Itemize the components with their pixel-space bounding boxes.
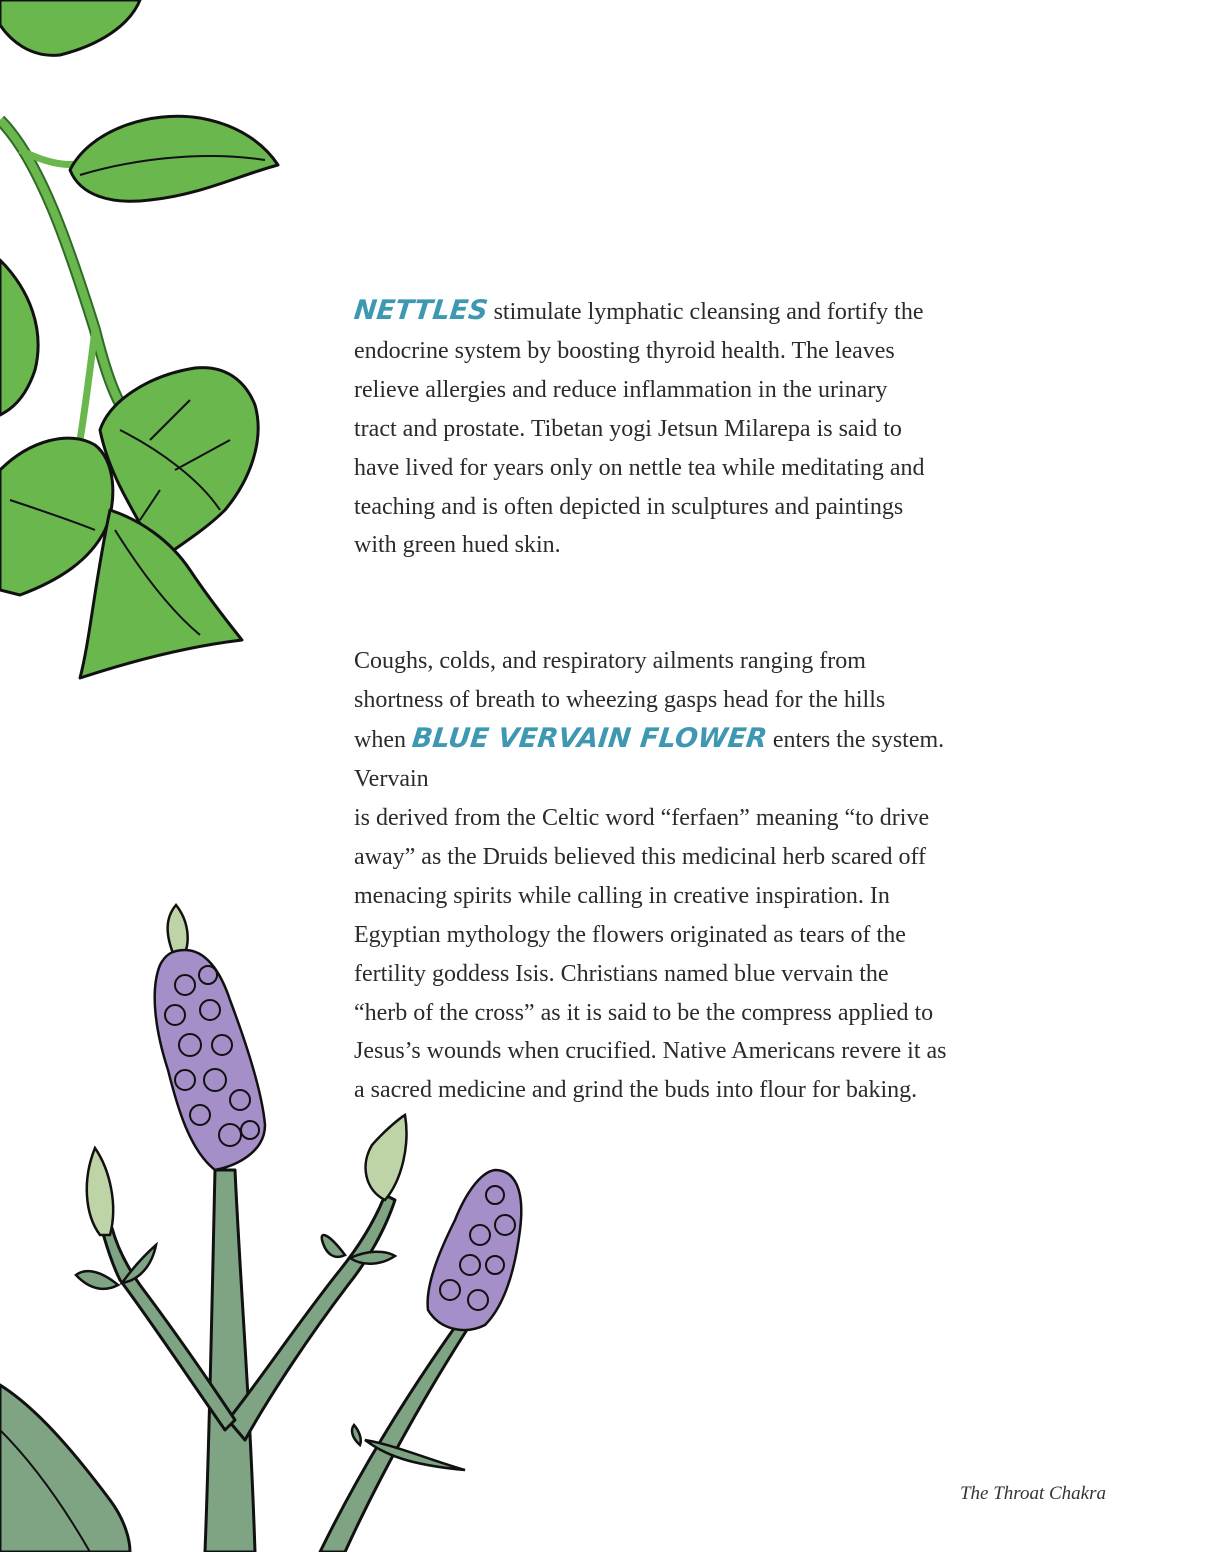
- text-line: Jesus’s wounds when crucified. Native Americans revere it as: [354, 1038, 947, 1065]
- text-fragment: enters the system. Vervain: [354, 727, 945, 793]
- text-line: tract and prostate. Tibetan yogi Jetsun Milarepa is said to: [354, 415, 902, 442]
- text-fragment: when: [354, 727, 412, 754]
- blue-vervain-paragraph: [354, 642, 1020, 1110]
- article-body: [354, 292, 1020, 1110]
- text-line: have lived for years only on nettle tea while meditating and: [354, 454, 925, 481]
- text-line: with green hued skin.: [354, 532, 561, 559]
- text-line: stimulate lymphatic cleansing and fortify the: [487, 299, 924, 325]
- text-line: endocrine system by boosting thyroid health. The leaves: [354, 337, 895, 364]
- herb-name-blue-vervain: BLUE VERVAIN FLOWER: [410, 723, 769, 755]
- text-line: shortness of breath to wheezing gasps head for the hills: [354, 687, 886, 714]
- text-line: is derived from the Celtic word “ferfaen” meaning “to drive: [354, 804, 930, 831]
- text-line: Coughs, colds, and respiratory ailments ranging from: [354, 648, 866, 675]
- text-line: Egyptian mythology the flowers originated as tears of the: [354, 921, 906, 948]
- text-line: away” as the Druids believed this medicinal herb scared off: [354, 843, 927, 870]
- text-line: teaching and is often depicted in sculptures and paintings: [354, 493, 904, 520]
- text-line: a sacred medicine and grind the buds into flour for baking.: [354, 1077, 918, 1104]
- text-line: “herb of the cross” as it is said to be the compress applied to: [354, 999, 934, 1026]
- text-line: menacing spirits while calling in creative inspiration. In: [354, 882, 890, 909]
- text-line: fertility goddess Isis. Christians named blue vervain the: [354, 960, 889, 987]
- herb-name-nettles: NETTLES: [352, 295, 490, 326]
- nettles-paragraph: [354, 292, 1020, 565]
- running-footer: The Throat Chakra: [959, 1483, 1106, 1504]
- text-line: relieve allergies and reduce inflammation in the urinary: [354, 376, 888, 403]
